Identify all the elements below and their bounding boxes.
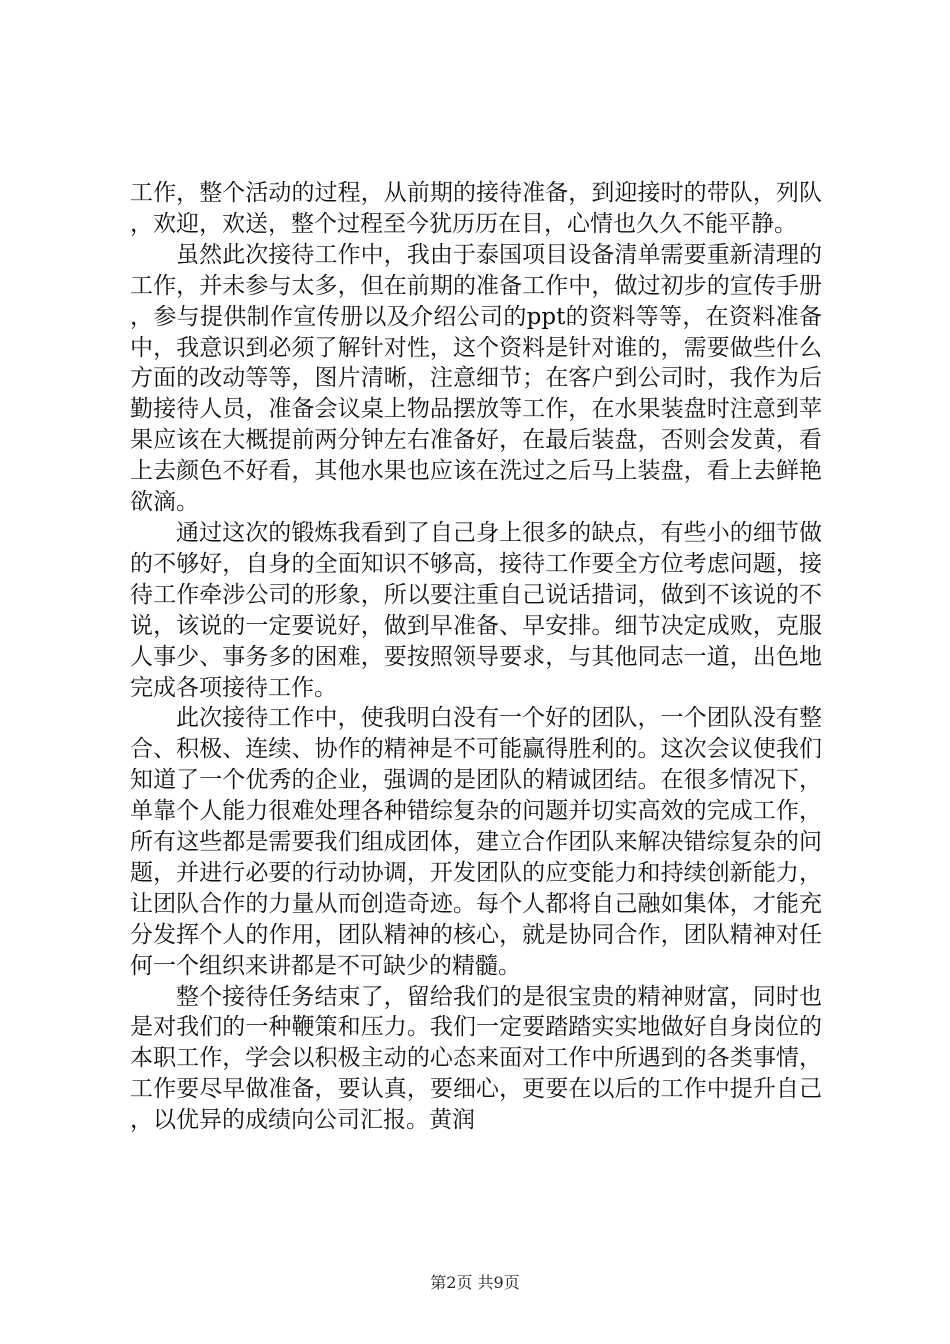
paragraph-1: 工作，整个活动的过程，从前期的接待准备，到迎接时的带队，列队，欢迎，欢送，整个过程至今犹历历在目，心情也久久不能平静。 — [130, 180, 822, 237]
document-body — [130, 178, 822, 1136]
paragraph-3: 通过这次的锻炼我看到了自己身上很多的缺点，有些小的细节做的不够好，自身的全面知识不够高，接待工作要全方位考虑问题，接待工作牵涉公司的形象，所以要注重自己说话措词，做到不该说的不说，该说的一定要说好，做到早准备、早安排。细节决定成败，克服人事少、事务多的困难，要按照领导要求，与其他同志一道，出色地完成各项接待工作。 — [130, 519, 822, 701]
paragraph-4: 此次接待工作中，使我明白没有一个好的团队，一个团队没有整合、积极、连续、协作的精神是不可能赢得胜利的。这次会议使我们知道了一个优秀的企业，强调的是团队的精诚团结。在很多情况下，单靠个人能力很难处理各种错综复杂的问题并切实高效的完成工作，所有这些都是需要我们组成团体，建立合作团队来解决错综复杂的问题，并进行必要的行动协调，开发团队的应变能力和持续创新能力，让团队合作的力量从而创造奇迹。每个人都将自己融如集体，才能充分发挥个人的作用，团队精神的核心，就是协同合作，团队精神对任何一个组织来讲都是不可缺少的精髓。 — [130, 705, 822, 979]
page-number-footer: 第2页 共9页 — [430, 1273, 520, 1292]
paragraph-5: 整个接待任务结束了，留给我们的是很宝贵的精神财富，同时也是对我们的一种鞭策和压力。我们一定要踏踏实实地做好自身岗位的本职工作，学会以积极主动的心态来面对工作中所遇到的各类事情，工作要尽早做准备，要认真，要细心，更要在以后的工作中提升自己，以优异的成绩向公司汇报。黄润 — [130, 983, 822, 1134]
paragraph-2: 虽然此次接待工作中，我由于泰国项目设备清单需要重新清理的工作，并未参与太多，但在前期的准备工作中，做过初步的宣传手册，参与提供制作宣传册以及介绍公司的ppt的资料等等，在资料准备中，我意识到必须了解针对性，这个资料是针对谁的，需要做些什么方面的改动等等，图片清晰，注意细节；在客户到公司时，我作为后勤接待人员，准备会议桌上物品摆放等工作，在水果装盘时注意到苹果应该在大概提前两分钟左右准备好，在最后装盘，否则会发黄，看上去颜色不好看，其他水果也应该在洗过之后马上装盘，看上去鲜艳欲滴。 — [130, 241, 822, 516]
